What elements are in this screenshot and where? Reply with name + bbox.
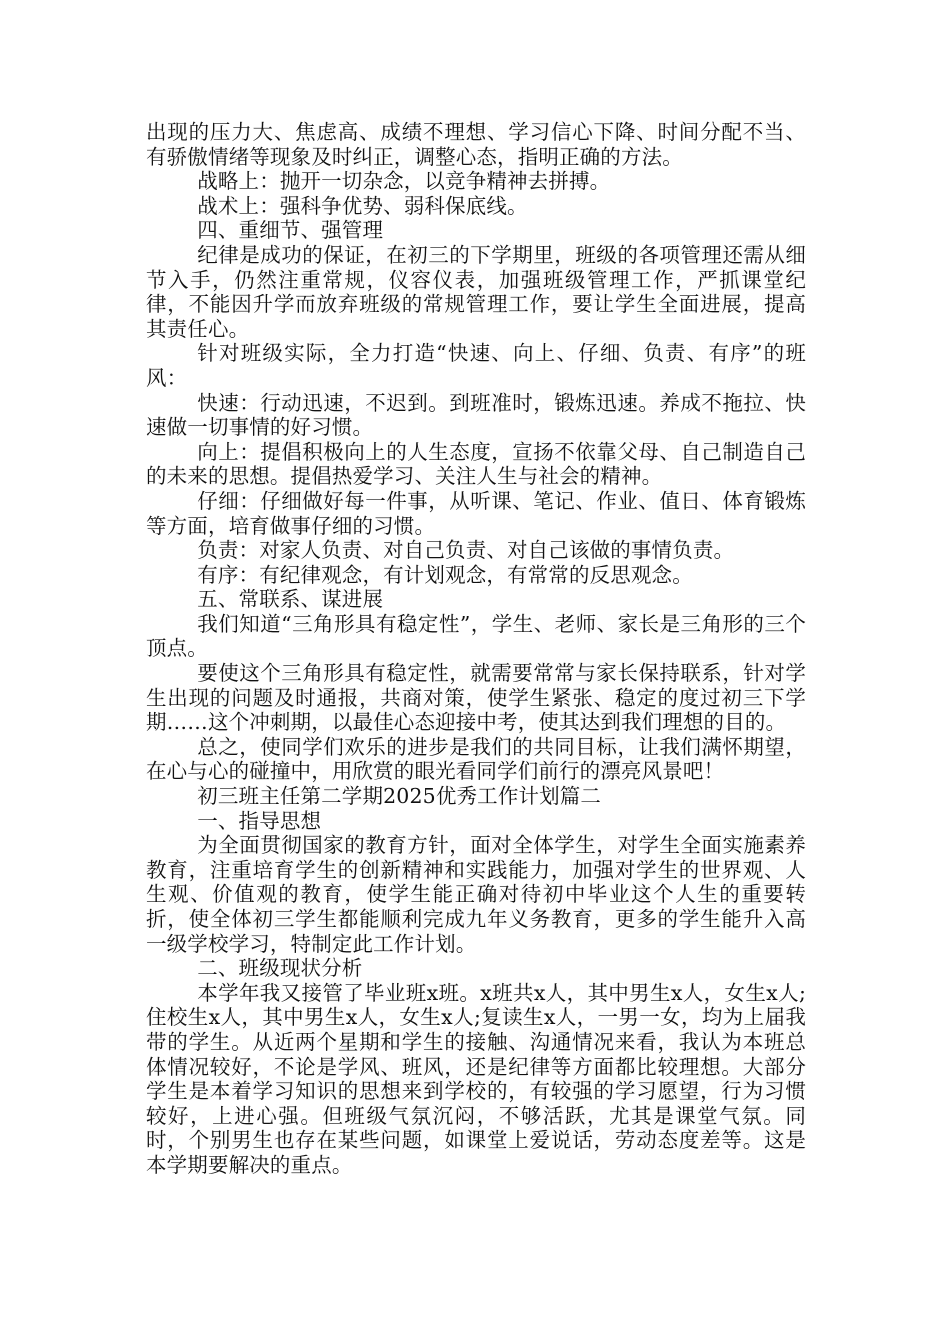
paragraph: 快速：行动迅速，不迟到。到班准时，锻炼迅速。养成不拖拉、快速做一切事情的好习惯。	[146, 390, 806, 440]
paragraph: 我们知道“三角形具有稳定性”，学生、老师、家长是三角形的三个顶点。	[146, 611, 806, 661]
paragraph: 纪律是成功的保证，在初三的下学期里，班级的各项管理还需从细节入手，仍然注重常规，仪容仪表，加强班级管理工作，严抓课堂纪律，不能因升学而放弃班级的常规管理工作，要让学生全面进展，提高其责任心。	[146, 242, 806, 341]
paragraph: 战略上：抛开一切杂念，以竞争精神去拼搏。	[197, 169, 611, 194]
paragraph: 仔细：仔细做好每一件事，从听课、笔记、作业、值日、体育锻炼等方面，培育做事仔细的习惯。	[146, 488, 806, 538]
paragraph: 向上：提倡积极向上的人生态度，宣扬不依靠父母、自己制造自己的未来的思想。提倡热爱学习、关注人生与社会的精神。	[146, 439, 806, 489]
paragraph: 要使这个三角形具有稳定性，就需要常常与家长保持联系，针对学生出现的问题及时通报，共商对策，使学生紧张、稳定的度过初三下学期……这个冲刺期，以最佳心态迎接中考，使其达到我们理想的目的。	[146, 661, 806, 735]
section-heading: 五、常联系、谋进展	[197, 587, 384, 612]
paragraph: 负责：对家人负责、对自己负责、对自己该做的事情负责。	[197, 538, 735, 563]
document-title: 初三班主任第二学期2025优秀工作计划篇二	[197, 784, 602, 809]
section-heading: 一、指导思想	[197, 808, 322, 833]
section-heading: 四、重细节、强管理	[197, 218, 384, 243]
paragraph: 本学年我又接管了毕业班x班。x班共x人，其中男生x人，女生x人;住校生x人，其中男生x人，女生x人;复读生x人，一男一女，均为上届我带的学生。从近两个星期和学生的接触、沟通情况来看，我认为本班总体情况较好，不论是学风、班风，还是纪律等方面都比较理想。大部分学生是本着学习知识的思想来到学校的，有较强的学习愿望，行为习惯较好，上进心强。但班级气氛沉闷，不够活跃，尤其是课堂气氛。同时，个别男生也存在某些问题，如课堂上爱说话，劳动态度差等。这是本学期要解决的重点。	[146, 980, 806, 1177]
section-heading: 二、班级现状分析	[197, 956, 363, 981]
document-page	[146, 120, 806, 1178]
paragraph: 针对班级实际，全力打造“快速、向上、仔细、负责、有序”的班风：	[146, 341, 806, 390]
paragraph: 有序：有纪律观念，有计划观念，有常常的反思观念。	[197, 562, 693, 587]
paragraph: 总之，使同学们欢乐的进步是我们的共同目标，让我们满怀期望，在心与心的碰撞中，用欣赏的眼光看同学们前行的漂亮风景吧！	[146, 734, 806, 784]
paragraph: 战术上：强科争优势、弱科保底线。	[197, 193, 528, 218]
paragraph: 为全面贯彻国家的教育方针，面对全体学生，对学生全面实施素养教育，注重培育学生的创新精神和实践能力，加强对学生的世界观、人生观、价值观的教育，使学生能正确对待初中毕业这个人生的重要转折，使全体初三学生都能顺利完成九年义务教育，更多的学生能升入高一级学校学习，特制定此工作计划。	[146, 833, 806, 956]
paragraph: 出现的压力大、焦虑高、成绩不理想、学习信心下降、时间分配不当、有骄傲情绪等现象及时纠正，调整心态，指明正确的方法。	[146, 120, 806, 169]
